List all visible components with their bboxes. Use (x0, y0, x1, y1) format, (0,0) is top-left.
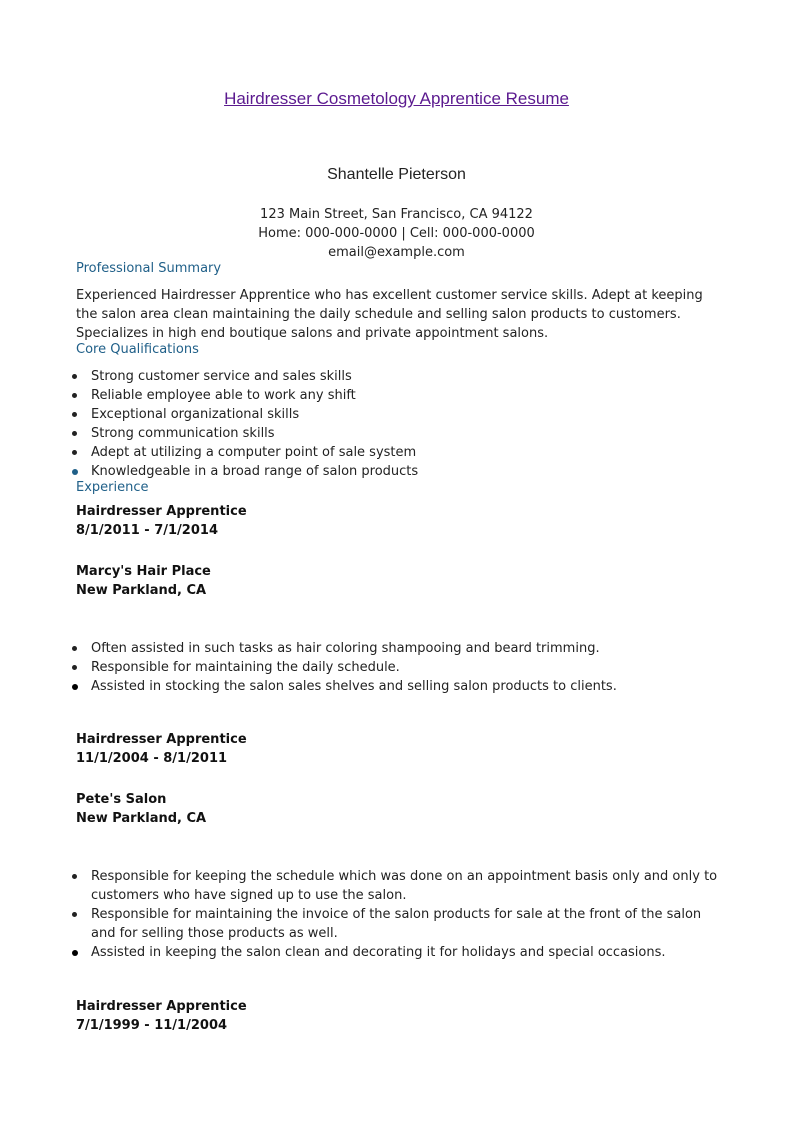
bullet-icon (72, 912, 77, 917)
bullet-icon (72, 450, 77, 455)
list-item-text: Often assisted in such tasks as hair coloring shampooing and beard trimming. (91, 641, 600, 656)
list-item (0, 677, 793, 696)
list-item-text: Responsible for maintaining the daily schedule. (91, 660, 400, 675)
job-role: Hairdresser Apprentice (76, 504, 247, 519)
job-employer: Marcy's Hair Place (76, 564, 211, 579)
qualifications-list (0, 367, 793, 481)
contact-phones: Home: 000-000-0000 | Cell: 000-000-0000 (258, 226, 535, 241)
list-item-text: Assisted in stocking the salon sales shelves and selling salon products to clients. (91, 679, 617, 694)
list-item (0, 462, 793, 481)
bullet-icon (72, 393, 77, 398)
professional-summary-text: Experienced Hairdresser Apprentice who has excellent customer service skills. Adept at keeping the salon area clean maintaining the daily schedule and selling salon products to customers. Specializes in high end boutique salons and private appointment salons. (76, 288, 703, 341)
section-heading-core-qualifications: Core Qualifications (76, 342, 199, 357)
list-item (0, 639, 793, 658)
list-item (0, 867, 793, 905)
bullet-icon (72, 950, 78, 956)
bullet-icon (72, 412, 77, 417)
bullet-icon (72, 374, 77, 379)
job-location: New Parkland, CA (76, 583, 207, 598)
bullet-icon (72, 469, 78, 475)
job-employer: Pete's Salon (76, 792, 167, 807)
resume-title-link[interactable]: Hairdresser Cosmetology Apprentice Resume (224, 89, 569, 108)
job-dates: 7/1/1999 - 11/1/2004 (76, 1018, 228, 1033)
list-item-text: Exceptional organizational skills (91, 407, 300, 422)
bullet-icon (72, 665, 77, 670)
contact-email: email@example.com (328, 245, 465, 260)
list-item-text: Assisted in keeping the salon clean and decorating it for holidays and special occasions. (91, 945, 666, 960)
list-item (0, 443, 793, 462)
list-item (0, 367, 793, 386)
bullet-icon (72, 431, 77, 436)
list-item (0, 658, 793, 677)
list-item (0, 943, 793, 962)
candidate-name: Shantelle Pieterson (327, 166, 466, 183)
section-heading-experience: Experience (76, 480, 149, 495)
job-role: Hairdresser Apprentice (76, 732, 247, 747)
list-item (0, 386, 793, 405)
list-item-text: Responsible for maintaining the invoice of the salon products for sale at the front of the salon and for selling those products as well. (91, 907, 702, 941)
list-item (0, 905, 793, 943)
bullet-icon (72, 684, 78, 690)
list-item-text: Strong customer service and sales skills (91, 369, 352, 384)
list-item-text: Reliable employee able to work any shift (91, 388, 356, 403)
bullet-icon (72, 646, 77, 651)
list-item-text: Knowledgeable in a broad range of salon products (91, 464, 419, 479)
list-item-text: Responsible for keeping the schedule which was done on an appointment basis only and only to customers who have signed up to use the salon. (91, 869, 718, 903)
job-dates: 11/1/2004 - 8/1/2011 (76, 751, 228, 766)
list-item-text: Adept at utilizing a computer point of sale system (91, 445, 417, 460)
list-item (0, 424, 793, 443)
section-heading-professional-summary: Professional Summary (76, 261, 222, 276)
contact-address: 123 Main Street, San Francisco, CA 94122 (260, 207, 533, 222)
job-role: Hairdresser Apprentice (76, 999, 247, 1014)
bullet-icon (72, 874, 77, 879)
list-item-text: Strong communication skills (91, 426, 275, 441)
list-item (0, 405, 793, 424)
job-duties-list (0, 867, 793, 962)
job-duties-list (0, 639, 793, 696)
job-dates: 8/1/2011 - 7/1/2014 (76, 523, 218, 538)
job-location: New Parkland, CA (76, 811, 207, 826)
